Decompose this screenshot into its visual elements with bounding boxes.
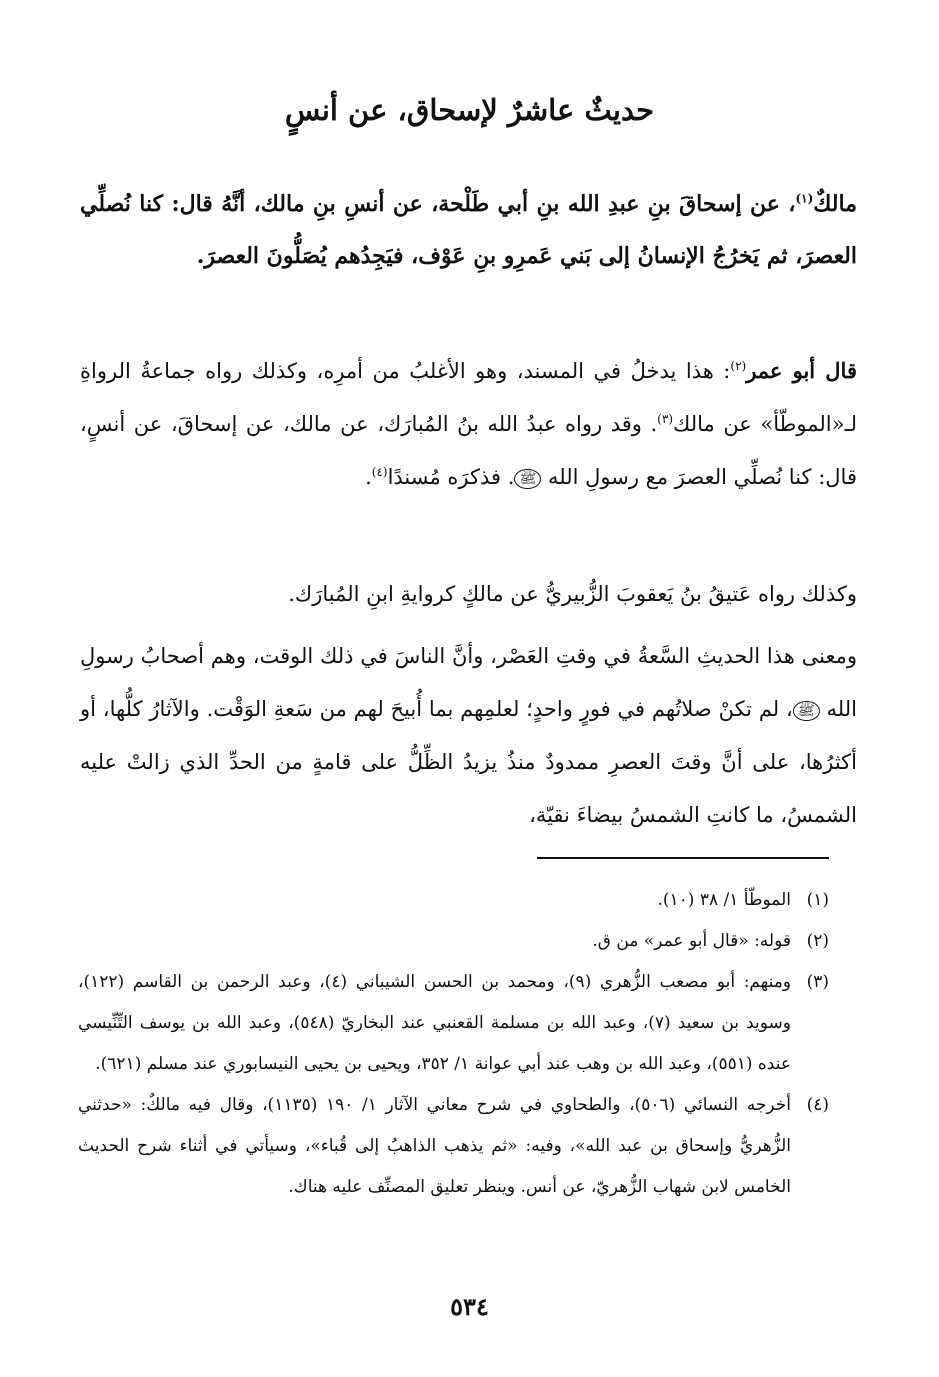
footnote-text: الموطّأ ١/ ٣٨ (١٠).: [657, 890, 791, 910]
commentary-text-d: .: [365, 465, 372, 489]
hadith-text: [80, 178, 857, 282]
footnote-ref-1[interactable]: (١): [795, 191, 814, 206]
commentary-text-a: : هذا يدخلُ في المسند، وهو الأغلبُ من أمرِه، وكذلك رواه جماعةُ الرواةِ لـ«الموطّأ» عن مالك: [80, 359, 857, 436]
hadith-heading: حديثٌ عاشرٌ لإسحاق، عن أنسٍ: [284, 93, 655, 127]
page-number: ٥٣٤: [450, 1292, 489, 1321]
footnote-text: ومنهم: أبو مصعب الزُّهري (٩)، ومحمد بن الحسن الشيباني (٤)، وعبد الرحمن بن القاسم (١٢٢)، وسويد بن سعيد (٧)، وعبد الله بن مسلمة القعنبي عند البخاريّ (٥٤٨)، وعبد الله بن يوسف التِّنِّيسي عنده (٥٥١)، وعبد الله بن وهب عند أبي عوانة ١/ ٣٥٢، ويحيى بن يحيى النيسابوري عند مسلم (٦٢١).: [78, 972, 792, 1074]
footnote-number: (٢): [806, 931, 829, 951]
commentary-paragraph-1: [80, 344, 857, 504]
commentary-text-a: ومعنى هذا الحديثِ السَّعةُ في وقتِ العَصْر، وأنَّ الناسَ في ذلك الوقت، وهم أصحابُ رسولِ الله: [80, 644, 857, 721]
footnote-ref-4[interactable]: (٤): [371, 465, 388, 479]
footnote-number: (١): [806, 890, 829, 910]
footnote-1: [78, 880, 829, 921]
footnote-separator: [537, 857, 829, 859]
footnote-2: [78, 921, 829, 962]
commentary-text-b: . وقد رواه عبدُ الله بنُ المُبارَك، عن مالك، عن إسحاقَ، عن أنسٍ، قال: كنا نُصلِّي العصرَ مع رسولِ الله: [80, 412, 857, 489]
hadith-narrator: مالكٌ: [813, 191, 857, 217]
commentary-text-c: . فذكرَه مُسندًا: [387, 465, 515, 489]
footnotes: [78, 880, 829, 1208]
footnote-number: (٤): [806, 1095, 829, 1115]
footnote-text: أخرجه النسائي (٥٠٦)، والطحاوي في شرح معاني الآثار ١/ ١٩٠ (١١٣٥)، وقال فيه مالكٌ: «حدثني الزُّهريُّ وإسحاق بن عبد الله»، وفيه: «ثم يذهب الذاهبُ إلى قُباء»، وسيأتي في أثناء شرح الحديث الخامس لابن شهاب الزُّهريّ، عن أنس. وينظر تعليق المصنِّف عليه هناك.: [78, 1095, 791, 1197]
commentary-lead: قال أبو عمر: [746, 358, 857, 383]
footnote-3: [78, 962, 829, 1085]
commentary-text-b: ، لم تكنْ صلاتُهم في فورٍ واحدٍ؛ لعلمِهم بما أُبيحَ لهم من سَعةِ الوَقْت. والآثارُ كلُّها، أو أكثرُها، على أنَّ وقتَ العصرِ ممدودٌ منذُ يزيدُ الظِّلُّ على قامةٍ من الحدِّ الذي زالتْ عليه الشمسُ، ما كانتِ الشمسُ بيضاءَ نقيّة،: [80, 697, 857, 827]
footnote-ref-2[interactable]: (٢): [730, 359, 747, 373]
footnote-number: (٣): [806, 972, 830, 992]
salutation-icon: ﷺ: [793, 701, 820, 721]
footnote-text: قوله: «قال أبو عمر» من ق.: [592, 931, 791, 951]
footnote-ref-3[interactable]: (٣): [657, 412, 673, 426]
commentary-paragraph-2: وكذلك رواه عَتيقُ بنُ يَعقوبَ الزُّبيريُّ عن مالكٍ كروايةِ ابنِ المُبارَك.: [288, 582, 857, 606]
hadith-body: ، عن إسحاقَ بنِ عبدِ الله بنِ أبي طَلْحة، عن أنسِ بنِ مالك، أنَّهُ قال: كنا نُصلِّي العصرَ، ثم يَخرُجُ الإنسانُ إلى بَني عَمرِو بنِ عَوْف، فيَجِدُهم يُصَلُّونَ العصرَ.: [80, 191, 857, 269]
commentary-paragraph-3: [80, 630, 857, 842]
salutation-icon: ﷺ: [514, 469, 541, 489]
footnote-4: [78, 1085, 829, 1208]
